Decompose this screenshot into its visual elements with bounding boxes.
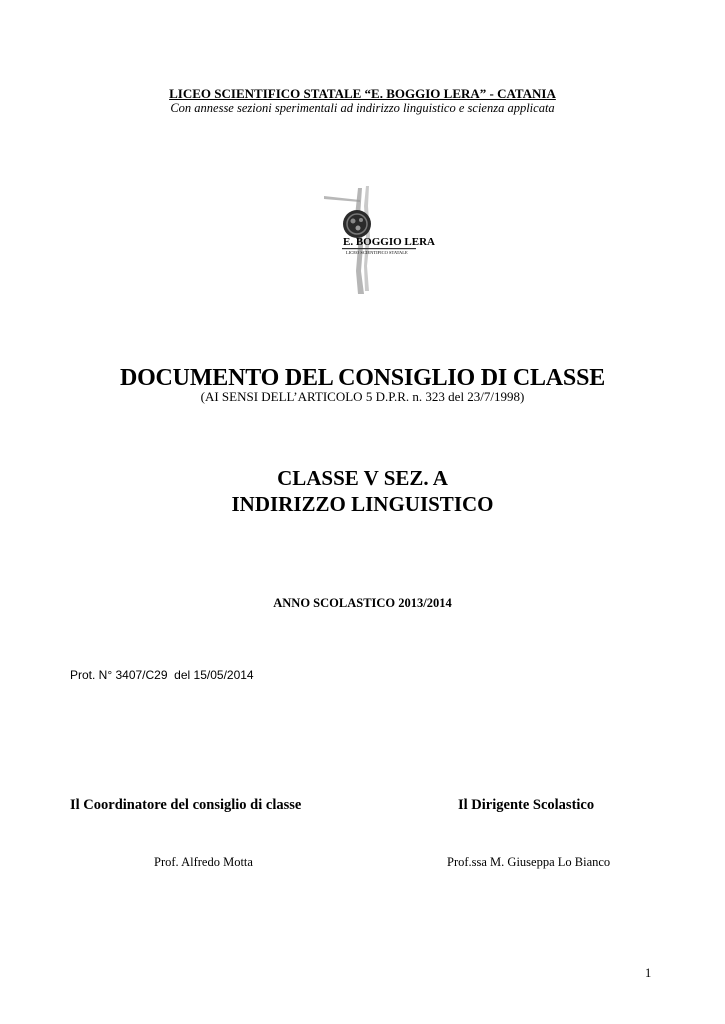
school-subtitle: Con annesse sezioni sperimentali ad indirizzo linguistico e scienza applicata bbox=[170, 101, 555, 115]
school-name: LICEO SCIENTIFICO STATALE “E. BOGGIO LERA” - CATANIA bbox=[169, 86, 556, 101]
coordinator-name: Prof. Alfredo Motta bbox=[154, 855, 253, 869]
class-section: CLASSE V SEZ. A bbox=[277, 466, 448, 490]
principal-name: Prof.ssa M. Giuseppa Lo Bianco bbox=[447, 855, 611, 869]
principal-title: Il Dirigente Scolastico bbox=[458, 797, 595, 813]
document-title: DOCUMENTO DEL CONSIGLIO DI CLASSE bbox=[119, 365, 606, 391]
school-year: ANNO SCOLASTICO 2013/2014 bbox=[273, 596, 452, 610]
coordinator-title: Il Coordinatore del consiglio di classe bbox=[70, 797, 302, 813]
document-subtitle: (AI SENSI DELL’ARTICOLO 5 D.P.R. n. 323 del 23/7/1998) bbox=[200, 389, 525, 404]
school-logo bbox=[320, 186, 435, 296]
logo-name-text: E. BOGGIO LERA bbox=[343, 236, 435, 248]
class-track: INDIRIZZO LINGUISTICO bbox=[231, 492, 494, 516]
page-number: 1 bbox=[645, 966, 652, 980]
logo-subtext: LICEO SCIENTIFICO STATALE bbox=[346, 250, 408, 255]
protocol-number: Prot. N° 3407/C29 del 15/05/2014 bbox=[70, 668, 254, 682]
